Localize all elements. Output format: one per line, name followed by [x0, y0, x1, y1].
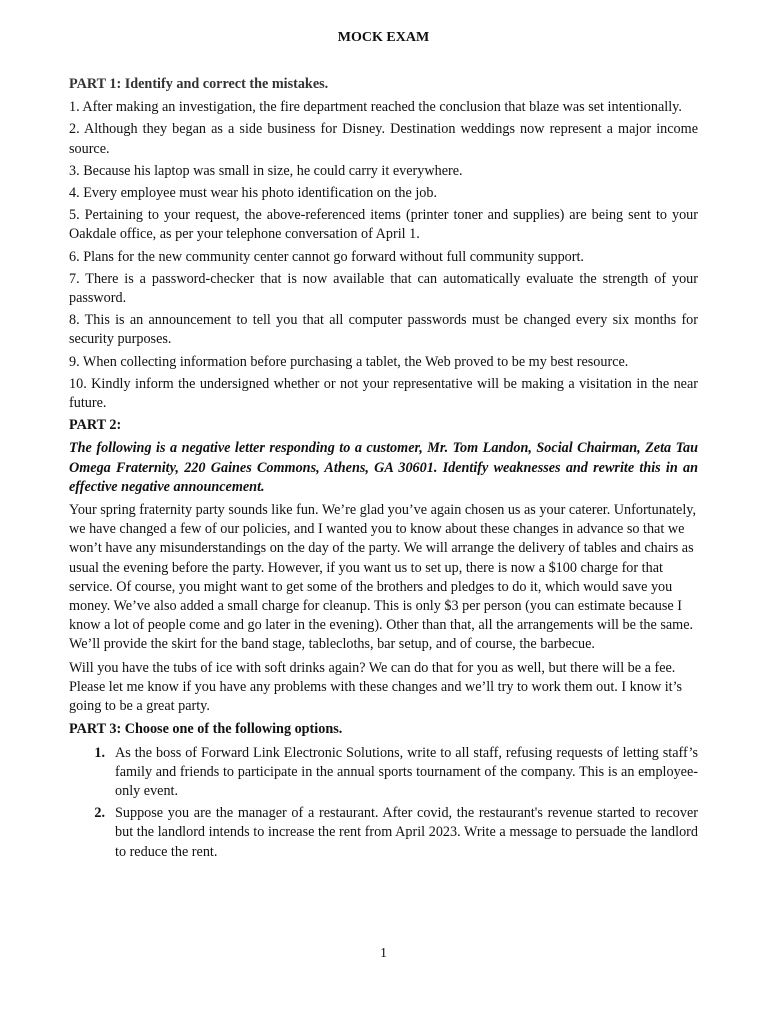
part2-heading: PART 2:	[69, 417, 122, 434]
option-number: 1.	[94, 744, 105, 761]
part1-item: 1. After making an investigation, the fire department reached the conclusion that blaze was set intentionally.	[69, 99, 682, 116]
part1-heading: PART 1: Identify and correct the mistakes.	[69, 76, 329, 92]
option-item	[69, 744, 698, 802]
part2-instruction: The following is a negative letter responding to a customer, Mr. Tom Landon, Social Chairman, Zeta Tau Omega Fraternity, 220 Gaines Commons, Athens, GA 30601. Identify weaknesses and rewrite this in an effective negative announcement.	[69, 440, 698, 495]
part3-options	[69, 744, 698, 862]
option-text: Suppose you are the manager of a restaurant. After covid, the restaurant's revenue started to recover but the landlord intends to increase the rent from April 2023. Write a message to persuade the landlord to reduce the rent.	[115, 805, 698, 860]
part1-item: 4. Every employee must wear his photo identification on the job.	[69, 185, 438, 202]
part1-item: 3. Because his laptop was small in size, he could carry it everywhere.	[69, 162, 463, 179]
page-number: 1	[380, 946, 387, 961]
option-item	[69, 804, 698, 862]
part1-item: 5. Pertaining to your request, the above-referenced items (printer toner and supplies) are being sent to your Oakdale office, as per your telephone conversation of April 1.	[69, 207, 698, 243]
part3-heading: PART 3: Choose one of the following options.	[69, 721, 343, 738]
exam-content	[69, 75, 698, 865]
letter-paragraph-2: Will you have the tubs of ice with soft drinks again? We can do that for you as well, but there will be a fee. Please let me know if you have any problems with these changes and we’ll try to work them out. I know it’s going to be a great party.	[69, 659, 683, 715]
option-text: As the boss of Forward Link Electronic Solutions, write to all staff, refusing requests of letting staff’s family and friends to participate in the annual sports tournament of the company. This is an employee-only event.	[115, 744, 698, 799]
part1-item: 9. When collecting information before purchasing a tablet, the Web proved to be my best resource.	[69, 353, 629, 370]
part1-item: 6. Plans for the new community center cannot go forward without full community support.	[69, 248, 584, 265]
part1-item: 10. Kindly inform the undersigned whether or not your representative will be making a visitation in the near future.	[69, 375, 698, 412]
part1-item: 7. There is a password-checker that is now available that can automatically evaluate the strength of your password.	[69, 270, 698, 307]
part1-item: 8. This is an announcement to tell you that all computer passwords must be changed every six months for security purposes.	[69, 312, 698, 348]
part1-item: 2. Although they began as a side business for Disney. Destination weddings now represent a major income source.	[69, 121, 698, 157]
option-number: 2.	[94, 805, 105, 822]
page-title: MOCK EXAM	[337, 30, 430, 45]
letter-paragraph-1: Your spring fraternity party sounds like fun. We’re glad you’ve again chosen us as your caterer. Unfortunately, we have changed a few of our policies, and I wanted you to know about these changes in advance so that we won’t have any misunderstandings on the day of the party. We will arrange the delivery of tables and chairs as usual the evening before the party. However, if you want us to set up, there is now a $100 charge for that service. Of course, you might want to get some of the brothers and pledges to do it, which would save you money. We’ve also added a small charge for cleanup. This is only $3 per person (you can estimate because I know a lot of people come and go later in the evening). Other than that, all the arrangements will be the same. We’ll provide the skirt for the band stage, tablecloths, bar setup, and of course, the barbecue.	[69, 502, 697, 653]
